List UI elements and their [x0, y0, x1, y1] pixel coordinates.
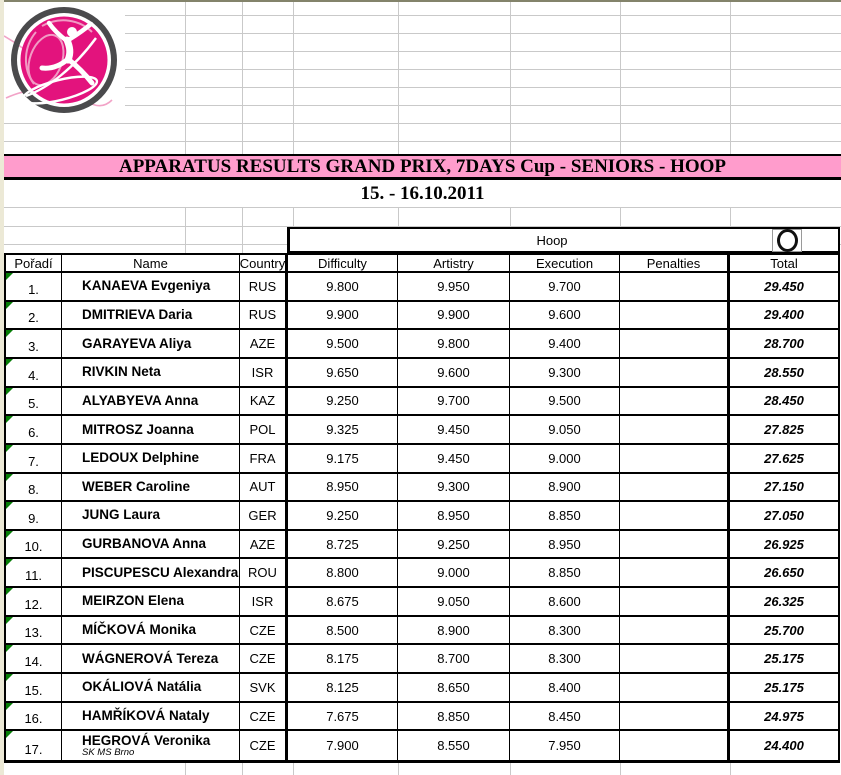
gridline	[185, 763, 186, 775]
country-cell: CZE	[240, 645, 288, 672]
total-score-cell: 24.975	[730, 703, 840, 730]
col-header-artistry: Artistry	[398, 255, 510, 271]
total-score-cell: 28.700	[730, 330, 840, 357]
execution-score-cell: 9.600	[510, 302, 620, 329]
execution-score-cell: 8.400	[510, 674, 620, 701]
gymnast-name: GURBANOVA Anna	[82, 536, 206, 552]
gridline	[730, 763, 731, 775]
name-cell	[62, 388, 240, 415]
rank-value: 3.	[28, 338, 39, 354]
execution-score-cell: 8.600	[510, 588, 620, 615]
gymnast-name: MEIRZON Elena	[82, 593, 185, 609]
col-header-execution: Execution	[510, 255, 620, 271]
gridline	[398, 763, 399, 775]
error-indicator-triangle	[6, 330, 13, 337]
difficulty-score-cell: 8.500	[288, 617, 398, 644]
execution-score-cell: 9.050	[510, 416, 620, 443]
table-row	[4, 502, 840, 531]
total-score-cell: 25.175	[730, 674, 840, 701]
name-cell	[62, 531, 240, 558]
event-date: 15. - 16.10.2011	[360, 182, 485, 204]
title-banner	[4, 154, 841, 180]
country-cell: ROU	[240, 559, 288, 586]
country-cell: SVK	[240, 674, 288, 701]
difficulty-score-cell: 9.250	[288, 502, 398, 529]
col-header-country: Country	[240, 255, 288, 271]
gymnast-name: GARAYEVA Aliya	[82, 335, 192, 351]
gymnast-name: PISCUPESCU Alexandra	[82, 564, 239, 580]
country-cell: AUT	[240, 474, 288, 501]
artistry-score-cell: 9.950	[398, 273, 510, 300]
total-score-cell: 25.175	[730, 645, 840, 672]
gridline	[4, 123, 841, 124]
rank-cell	[4, 731, 62, 760]
country-cell: FRA	[240, 445, 288, 472]
penalties-cell	[620, 588, 730, 615]
gymnast-name: MITROSZ Joanna	[82, 421, 194, 437]
table-row	[4, 674, 840, 703]
name-cell	[62, 330, 240, 357]
rank-cell	[4, 359, 62, 386]
rank-value: 14.	[24, 654, 43, 670]
total-score-cell: 26.650	[730, 559, 840, 586]
total-score-cell: 27.050	[730, 502, 840, 529]
artistry-score-cell: 8.650	[398, 674, 510, 701]
difficulty-score-cell: 9.800	[288, 273, 398, 300]
sheet-left-edge	[0, 0, 4, 775]
gridline	[510, 2, 511, 253]
execution-score-cell: 8.300	[510, 645, 620, 672]
table-row	[4, 359, 840, 388]
rank-value: 11.	[24, 568, 43, 584]
penalties-cell	[620, 330, 730, 357]
total-score-cell: 27.150	[730, 474, 840, 501]
difficulty-score-cell: 9.500	[288, 330, 398, 357]
difficulty-score-cell: 7.675	[288, 703, 398, 730]
rank-value: 10.	[24, 539, 43, 555]
artistry-score-cell: 9.600	[398, 359, 510, 386]
table-row	[4, 273, 840, 302]
artistry-score-cell: 9.800	[398, 330, 510, 357]
gridline	[4, 69, 841, 70]
rank-cell	[4, 588, 62, 615]
rank-value: 16.	[24, 711, 43, 727]
error-indicator-triangle	[6, 645, 13, 652]
name-cell	[62, 474, 240, 501]
error-indicator-triangle	[6, 359, 13, 366]
name-cell	[62, 588, 240, 615]
gridline	[4, 105, 841, 106]
gridline	[4, 207, 841, 208]
name-cell	[62, 302, 240, 329]
total-score-cell: 27.825	[730, 416, 840, 443]
execution-score-cell: 8.300	[510, 617, 620, 644]
table-row	[4, 302, 840, 331]
total-score-cell: 27.625	[730, 445, 840, 472]
name-cell	[62, 445, 240, 472]
gymnast-ribbon-logo-icon	[4, 2, 125, 122]
rank-cell	[4, 559, 62, 586]
table-row	[4, 531, 840, 560]
col-header-rank: Pořadí	[4, 255, 62, 271]
execution-score-cell: 8.950	[510, 531, 620, 558]
gymnast-name: RIVKIN Neta	[82, 364, 161, 380]
name-cell	[62, 559, 240, 586]
penalties-cell	[620, 359, 730, 386]
rank-value: 8.	[28, 482, 39, 498]
total-score-cell: 25.700	[730, 617, 840, 644]
total-score-cell: 28.550	[730, 359, 840, 386]
rank-value: 5.	[28, 396, 39, 412]
country-cell: POL	[240, 416, 288, 443]
rank-cell	[4, 302, 62, 329]
execution-score-cell: 9.700	[510, 273, 620, 300]
difficulty-score-cell: 8.950	[288, 474, 398, 501]
gridline	[510, 763, 511, 775]
rank-value: 4.	[28, 367, 39, 383]
total-score-cell: 29.450	[730, 273, 840, 300]
gymnast-name: LEDOUX Delphine	[82, 450, 200, 466]
error-indicator-triangle	[6, 445, 13, 452]
artistry-score-cell: 8.900	[398, 617, 510, 644]
gymnast-name: WÁGNEROVÁ Tereza	[82, 650, 219, 666]
artistry-score-cell: 9.900	[398, 302, 510, 329]
total-score-cell: 24.400	[730, 731, 840, 760]
artistry-score-cell: 9.450	[398, 416, 510, 443]
total-score-cell: 26.925	[730, 531, 840, 558]
difficulty-score-cell: 9.650	[288, 359, 398, 386]
error-indicator-triangle	[6, 674, 13, 681]
gridline	[4, 87, 841, 88]
error-indicator-triangle	[6, 388, 13, 395]
gymnast-name: ALYABYEVA Anna	[82, 392, 199, 408]
artistry-score-cell: 9.450	[398, 445, 510, 472]
country-cell: RUS	[240, 273, 288, 300]
rank-value: 15.	[24, 682, 43, 698]
penalties-cell	[620, 273, 730, 300]
gridline	[293, 2, 294, 253]
total-score-cell: 28.450	[730, 388, 840, 415]
rank-cell	[4, 674, 62, 701]
gymnast-name: WEBER Caroline	[82, 478, 191, 494]
table-row	[4, 445, 840, 474]
rank-cell	[4, 502, 62, 529]
penalties-cell	[620, 731, 730, 760]
table-row	[4, 588, 840, 617]
artistry-score-cell: 8.950	[398, 502, 510, 529]
gridline	[4, 33, 841, 34]
rank-cell	[4, 703, 62, 730]
country-cell: CZE	[240, 703, 288, 730]
table-row	[4, 388, 840, 417]
table-row	[4, 416, 840, 445]
country-cell: CZE	[240, 617, 288, 644]
execution-score-cell: 8.850	[510, 559, 620, 586]
execution-score-cell: 8.900	[510, 474, 620, 501]
sheet-top-edge	[0, 0, 841, 2]
difficulty-score-cell: 7.900	[288, 731, 398, 760]
gridline	[4, 51, 841, 52]
artistry-score-cell: 8.700	[398, 645, 510, 672]
rank-cell	[4, 388, 62, 415]
page-title: APPARATUS RESULTS GRAND PRIX, 7DAYS Cup - SENIORS - HOOP	[118, 155, 727, 177]
gridline	[398, 2, 399, 253]
execution-score-cell: 8.450	[510, 703, 620, 730]
penalties-cell	[620, 388, 730, 415]
gridline	[730, 2, 731, 253]
name-cell	[62, 731, 240, 760]
col-header-name: Name	[62, 255, 240, 271]
name-cell	[62, 645, 240, 672]
penalties-cell	[620, 302, 730, 329]
results-rows	[4, 273, 840, 763]
name-cell	[62, 416, 240, 443]
rank-value: 13.	[24, 625, 43, 641]
gymnast-name: HEGROVÁ Veronika	[82, 732, 211, 748]
col-header-difficulty: Difficulty	[288, 255, 398, 271]
penalties-cell	[620, 617, 730, 644]
gridline	[620, 763, 621, 775]
table-row	[4, 474, 840, 503]
column-header-row	[4, 253, 840, 273]
error-indicator-triangle	[6, 559, 13, 566]
gridline	[242, 2, 243, 253]
table-row	[4, 731, 840, 760]
difficulty-score-cell: 8.725	[288, 531, 398, 558]
penalties-cell	[620, 703, 730, 730]
country-cell: CZE	[240, 731, 288, 760]
country-cell: KAZ	[240, 388, 288, 415]
execution-score-cell: 9.300	[510, 359, 620, 386]
gymnast-name: OKÁLIOVÁ Natália	[82, 679, 202, 695]
gymnast-club: SK MS Brno	[82, 746, 135, 758]
hoop-circle-icon	[777, 229, 798, 252]
col-header-penalties: Penalties	[620, 255, 730, 271]
country-cell: AZE	[240, 531, 288, 558]
table-row	[4, 559, 840, 588]
difficulty-score-cell: 8.800	[288, 559, 398, 586]
artistry-score-cell: 9.700	[398, 388, 510, 415]
rank-cell	[4, 416, 62, 443]
gymnastics-logo	[4, 2, 125, 122]
table-row	[4, 703, 840, 732]
table-row	[4, 617, 840, 646]
error-indicator-triangle	[6, 731, 13, 738]
rank-cell	[4, 617, 62, 644]
artistry-score-cell: 9.000	[398, 559, 510, 586]
table-row	[4, 645, 840, 674]
name-cell	[62, 674, 240, 701]
gymnast-name: MÍČKOVÁ Monika	[82, 622, 197, 638]
name-cell	[62, 502, 240, 529]
total-score-cell: 26.325	[730, 588, 840, 615]
rank-value: 6.	[28, 424, 39, 440]
rank-cell	[4, 531, 62, 558]
penalties-cell	[620, 559, 730, 586]
difficulty-score-cell: 9.900	[288, 302, 398, 329]
rank-cell	[4, 273, 62, 300]
rank-cell	[4, 474, 62, 501]
error-indicator-triangle	[6, 474, 13, 481]
error-indicator-triangle	[6, 273, 13, 280]
execution-score-cell: 9.000	[510, 445, 620, 472]
date-banner	[4, 180, 841, 207]
artistry-score-cell: 8.550	[398, 731, 510, 760]
apparatus-header	[287, 227, 840, 253]
rank-value: 1.	[28, 281, 39, 297]
gridline	[242, 763, 243, 775]
execution-score-cell: 9.400	[510, 330, 620, 357]
rank-value: 9.	[28, 510, 39, 526]
penalties-cell	[620, 416, 730, 443]
difficulty-score-cell: 8.125	[288, 674, 398, 701]
country-cell: RUS	[240, 302, 288, 329]
name-cell	[62, 617, 240, 644]
table-row	[4, 330, 840, 359]
country-cell: GER	[240, 502, 288, 529]
gridline	[293, 763, 294, 775]
error-indicator-triangle	[6, 302, 13, 309]
error-indicator-triangle	[6, 703, 13, 710]
rank-value: 7.	[28, 453, 39, 469]
rank-cell	[4, 330, 62, 357]
difficulty-score-cell: 9.325	[288, 416, 398, 443]
error-indicator-triangle	[6, 416, 13, 423]
artistry-score-cell: 8.850	[398, 703, 510, 730]
gridline	[620, 2, 621, 253]
rank-value: 12.	[24, 596, 43, 612]
col-header-total: Total	[730, 255, 840, 271]
rank-cell	[4, 445, 62, 472]
artistry-score-cell: 9.250	[398, 531, 510, 558]
gymnast-name: DMITRIEVA Daria	[82, 306, 193, 322]
apparatus-label: Hoop	[536, 232, 568, 248]
gymnast-name: HAMŘÍKOVÁ Nataly	[82, 708, 210, 724]
rank-value: 17.	[24, 741, 43, 757]
rank-value: 2.	[28, 310, 39, 326]
difficulty-score-cell: 9.175	[288, 445, 398, 472]
artistry-score-cell: 9.050	[398, 588, 510, 615]
gymnast-name: KANAEVA Evgeniya	[82, 278, 211, 294]
execution-score-cell: 8.850	[510, 502, 620, 529]
gridline	[4, 15, 841, 16]
difficulty-score-cell: 8.675	[288, 588, 398, 615]
gridline	[185, 2, 186, 253]
hoop-icon-frame	[772, 229, 802, 252]
name-cell	[62, 273, 240, 300]
penalties-cell	[620, 674, 730, 701]
gymnast-name: JUNG Laura	[82, 507, 161, 523]
penalties-cell	[620, 645, 730, 672]
penalties-cell	[620, 502, 730, 529]
error-indicator-triangle	[6, 502, 13, 509]
penalties-cell	[620, 531, 730, 558]
name-cell	[62, 359, 240, 386]
error-indicator-triangle	[6, 588, 13, 595]
rank-cell	[4, 645, 62, 672]
error-indicator-triangle	[6, 531, 13, 538]
country-cell: ISR	[240, 359, 288, 386]
penalties-cell	[620, 445, 730, 472]
error-indicator-triangle	[6, 617, 13, 624]
execution-score-cell: 7.950	[510, 731, 620, 760]
difficulty-score-cell: 9.250	[288, 388, 398, 415]
penalties-cell	[620, 474, 730, 501]
total-score-cell: 29.400	[730, 302, 840, 329]
execution-score-cell: 9.500	[510, 388, 620, 415]
artistry-score-cell: 9.300	[398, 474, 510, 501]
gridline	[4, 141, 841, 142]
difficulty-score-cell: 8.175	[288, 645, 398, 672]
name-cell	[62, 703, 240, 730]
country-cell: ISR	[240, 588, 288, 615]
country-cell: AZE	[240, 330, 288, 357]
